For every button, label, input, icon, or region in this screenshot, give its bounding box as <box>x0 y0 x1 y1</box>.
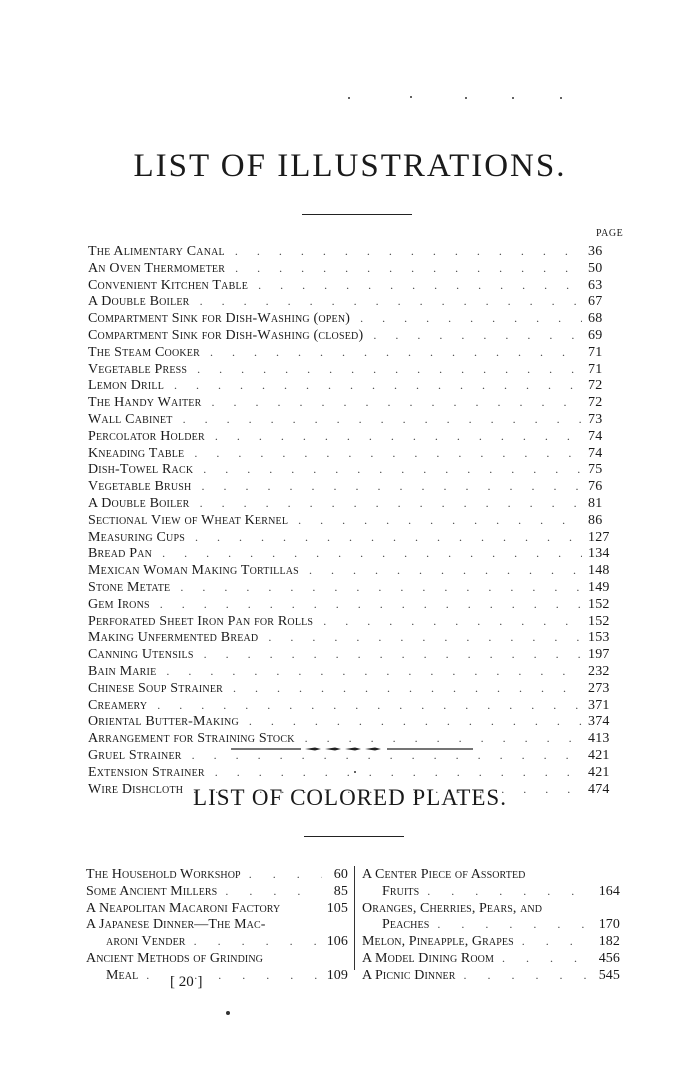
entry-page-number: 371 <box>588 697 610 713</box>
dot-leader <box>164 377 582 394</box>
entry-page-number: 63 <box>588 277 603 293</box>
entry-page-number: 134 <box>588 546 610 562</box>
entry-page-number: 153 <box>588 630 610 646</box>
illustration-entry <box>88 310 614 327</box>
dot-leader <box>456 967 594 984</box>
entry-page-number: 85 <box>333 883 348 899</box>
illustration-entry <box>88 394 614 411</box>
entry-page-number: 149 <box>588 579 610 595</box>
entry-title: Oriental Butter-Making <box>88 714 239 730</box>
entry-title: A Neapolitan Macaroni Factory <box>86 900 281 916</box>
dot-leader <box>258 629 582 646</box>
illustration-entry <box>88 680 614 697</box>
entry-title: Lemon Drill <box>88 378 165 394</box>
illustration-entry <box>88 495 614 512</box>
plate-entry <box>362 933 620 950</box>
dot-leader <box>295 730 582 747</box>
entry-page-number: 72 <box>588 395 603 411</box>
entry-page-number: 152 <box>588 596 610 612</box>
entry-title: Fruits <box>382 883 420 899</box>
entry-page-number: 273 <box>588 680 610 696</box>
scan-speck <box>226 1011 230 1015</box>
illustration-entry <box>88 411 614 428</box>
scan-speck <box>354 771 356 773</box>
entry-title: A Double Boiler <box>88 294 190 310</box>
illustration-entry <box>88 361 614 378</box>
dot-leader <box>205 428 582 445</box>
dot-leader <box>248 277 582 294</box>
entry-title: Peaches <box>382 917 430 933</box>
entry-title: Gruel Strainer <box>88 747 182 763</box>
dot-leader <box>419 883 594 900</box>
plates-list-left <box>86 866 348 984</box>
entry-page-number: 152 <box>588 613 610 629</box>
entry-page-number: 182 <box>598 934 620 950</box>
entry-title: Creamery <box>88 697 148 713</box>
entry-title: Convenient Kitchen Table <box>88 277 249 293</box>
illustrations-list <box>88 243 614 797</box>
entry-title: The Handy Waiter <box>88 395 202 411</box>
dot-leader <box>191 478 582 495</box>
dot-leader <box>193 461 582 478</box>
section-divider-ornament <box>231 746 473 752</box>
illustration-entry <box>88 545 614 562</box>
title-rule <box>302 214 412 215</box>
entry-title: Kneading Table <box>88 445 185 461</box>
illustration-entry <box>88 646 614 663</box>
illustration-entry <box>88 461 614 478</box>
entry-title: Sectional View of Wheat Kernel <box>88 512 289 528</box>
entry-page-number: 413 <box>588 731 610 747</box>
plate-entry <box>86 866 348 883</box>
illustration-entry <box>88 344 614 361</box>
illustration-entry <box>88 377 614 394</box>
illustration-entry <box>88 579 614 596</box>
entry-title: A Double Boiler <box>88 495 190 511</box>
dot-leader <box>217 883 322 900</box>
illustration-entry <box>88 512 614 529</box>
entry-title: The Household Workshop <box>86 867 241 882</box>
dot-leader <box>194 646 582 663</box>
illustration-entry <box>88 293 614 310</box>
scan-speck <box>410 96 412 98</box>
entry-title: Melon, Pineapple, Grapes <box>362 934 514 950</box>
dot-leader <box>150 596 582 613</box>
entry-page-number: 456 <box>598 950 620 966</box>
entry-title: The Alimentary Canal <box>88 244 225 259</box>
scan-speck <box>560 97 562 99</box>
plate-entry <box>86 950 348 967</box>
entry-page-number: 68 <box>588 311 603 327</box>
entry-title: Canning Utensils <box>88 647 194 663</box>
dot-leader <box>201 394 582 411</box>
entry-page-number: 81 <box>588 495 603 511</box>
plates-list-right <box>362 866 620 984</box>
dot-leader <box>241 866 322 883</box>
page-number: [ 20 ] <box>170 974 203 990</box>
entry-title: Oranges, Cherries, Pears, and <box>362 900 543 916</box>
entry-page-number: 474 <box>588 781 610 797</box>
entry-title: Ancient Methods of Grinding <box>86 950 263 966</box>
illustration-entry <box>88 428 614 445</box>
entry-page-number: 164 <box>598 883 620 899</box>
entry-page-number: 60 <box>333 867 348 882</box>
page-title: LIST OF ILLUSTRATIONS. <box>133 148 567 184</box>
entry-title: Some Ancient Millers <box>86 883 218 899</box>
entry-title: A Picnic Dinner <box>362 967 456 983</box>
illustration-entry <box>88 478 614 495</box>
entry-title: A Center Piece of Assorted <box>362 867 526 882</box>
entry-page-number: 148 <box>588 563 610 579</box>
entry-page-number: 170 <box>598 917 620 933</box>
entry-title: A Model Dining Room <box>362 950 494 966</box>
dot-leader <box>223 680 582 697</box>
entry-page-number: 74 <box>588 445 603 461</box>
entry-page-number: 73 <box>588 411 603 427</box>
entry-title: Wall Cabinet <box>88 411 173 427</box>
plate-entry <box>86 883 348 900</box>
illustration-entry <box>88 663 614 680</box>
dot-leader <box>288 512 582 529</box>
page-column-header: PAGE <box>596 228 624 239</box>
column-divider <box>354 866 355 970</box>
dot-leader <box>494 950 594 967</box>
entry-page-number: 74 <box>588 428 603 444</box>
dot-leader <box>190 495 582 512</box>
illustration-entry <box>88 260 614 277</box>
plates-title: LIST OF COLORED PLATES. <box>193 785 507 810</box>
illustration-entry <box>88 243 614 260</box>
dot-leader <box>152 545 582 562</box>
plate-entry <box>86 900 348 917</box>
dot-leader <box>225 243 582 260</box>
dot-leader <box>363 327 582 344</box>
entry-page-number: 106 <box>326 934 348 950</box>
illustration-entry <box>88 529 614 546</box>
entry-page-number: 86 <box>588 512 603 528</box>
entry-page-number: 36 <box>588 244 603 259</box>
dot-leader <box>299 562 582 579</box>
entry-title: aroni Vender <box>106 934 186 950</box>
dot-leader <box>185 529 582 546</box>
illustration-entry <box>88 562 614 579</box>
dot-leader <box>429 916 594 933</box>
entry-title: Gem Irons <box>88 596 150 612</box>
entry-title: Meal <box>106 967 139 983</box>
entry-title: Vegetable Brush <box>88 479 192 495</box>
entry-title: An Oven Thermometer <box>88 260 226 276</box>
dot-leader <box>239 713 582 730</box>
plate-entry <box>362 967 620 984</box>
scan-speck <box>512 97 514 99</box>
dot-leader <box>173 411 582 428</box>
entry-title: Vegetable Press <box>88 361 188 377</box>
illustration-entry <box>88 697 614 714</box>
entry-page-number: 127 <box>588 529 610 545</box>
entry-page-number: 50 <box>588 260 603 276</box>
dot-leader <box>187 361 582 378</box>
dot-leader <box>205 764 582 781</box>
entry-page-number: 75 <box>588 462 603 478</box>
entry-title: Compartment Sink for Dish-Washing (closed) <box>88 327 364 343</box>
entry-title: Extension Strainer <box>88 764 205 780</box>
entry-page-number: 71 <box>588 361 603 377</box>
entry-title: Making Unfermented Bread <box>88 630 259 646</box>
entry-page-number: 69 <box>588 327 603 343</box>
entry-page-number: 232 <box>588 663 610 679</box>
dot-leader <box>147 697 582 714</box>
entry-title: Dish-Towel Rack <box>88 462 194 478</box>
entry-title: Percolator Holder <box>88 428 205 444</box>
scan-speck <box>465 97 467 99</box>
entry-page-number: 545 <box>598 967 620 983</box>
entry-page-number: 374 <box>588 714 610 730</box>
entry-title: The Steam Cooker <box>88 344 200 360</box>
illustration-entry <box>88 629 614 646</box>
dot-leader <box>514 933 594 950</box>
plate-entry <box>86 933 348 950</box>
entry-title: Bain Marie <box>88 663 157 679</box>
entry-page-number: 72 <box>588 378 603 394</box>
dot-leader <box>225 260 582 277</box>
dot-leader <box>190 293 582 310</box>
plate-entry <box>362 883 620 900</box>
plate-entry <box>362 866 620 883</box>
entry-title: Measuring Cups <box>88 529 185 545</box>
entry-page-number: 105 <box>326 900 348 916</box>
illustration-entry <box>88 327 614 344</box>
plate-entry <box>86 916 348 933</box>
entry-page-number: 109 <box>326 967 348 983</box>
dot-leader <box>313 613 582 630</box>
dot-leader <box>138 967 322 984</box>
entry-title: Compartment Sink for Dish-Washing (open) <box>88 311 351 327</box>
dot-leader <box>184 445 582 462</box>
entry-page-number: 67 <box>588 294 603 310</box>
entry-title: A Japanese Dinner—The Mac- <box>86 917 266 933</box>
entry-title: Stone Metate <box>88 579 171 595</box>
entry-title: Wire Dishcloth <box>88 781 184 797</box>
illustration-entry <box>88 277 614 294</box>
entry-title: Mexican Woman Making Tortillas <box>88 563 299 579</box>
illustration-entry <box>88 445 614 462</box>
illustration-entry <box>88 596 614 613</box>
illustration-entry <box>88 613 614 630</box>
scan-speck <box>348 97 350 99</box>
dot-leader <box>200 344 582 361</box>
dot-leader <box>350 310 582 327</box>
illustration-entry <box>88 713 614 730</box>
dot-leader <box>156 663 582 680</box>
dot-leader <box>170 579 582 596</box>
dot-leader <box>186 933 322 950</box>
plate-entry <box>362 950 620 967</box>
entry-title: Perforated Sheet Iron Pan for Rolls <box>88 613 314 629</box>
illustration-entry <box>88 730 614 747</box>
plate-entry <box>362 916 620 933</box>
plate-entry <box>362 900 620 917</box>
illustration-entry <box>88 764 614 781</box>
entry-page-number: 197 <box>588 647 610 663</box>
entry-page-number: 421 <box>588 764 610 780</box>
entry-page-number: 71 <box>588 344 603 360</box>
plate-entry <box>86 967 348 984</box>
entry-page-number: 76 <box>588 479 603 495</box>
entry-page-number: 421 <box>588 747 610 763</box>
entry-title: Chinese Soup Strainer <box>88 680 223 696</box>
plates-rule <box>304 836 404 837</box>
entry-title: Arrangement for Straining Stock <box>88 731 295 747</box>
entry-title: Bread Pan <box>88 546 153 562</box>
